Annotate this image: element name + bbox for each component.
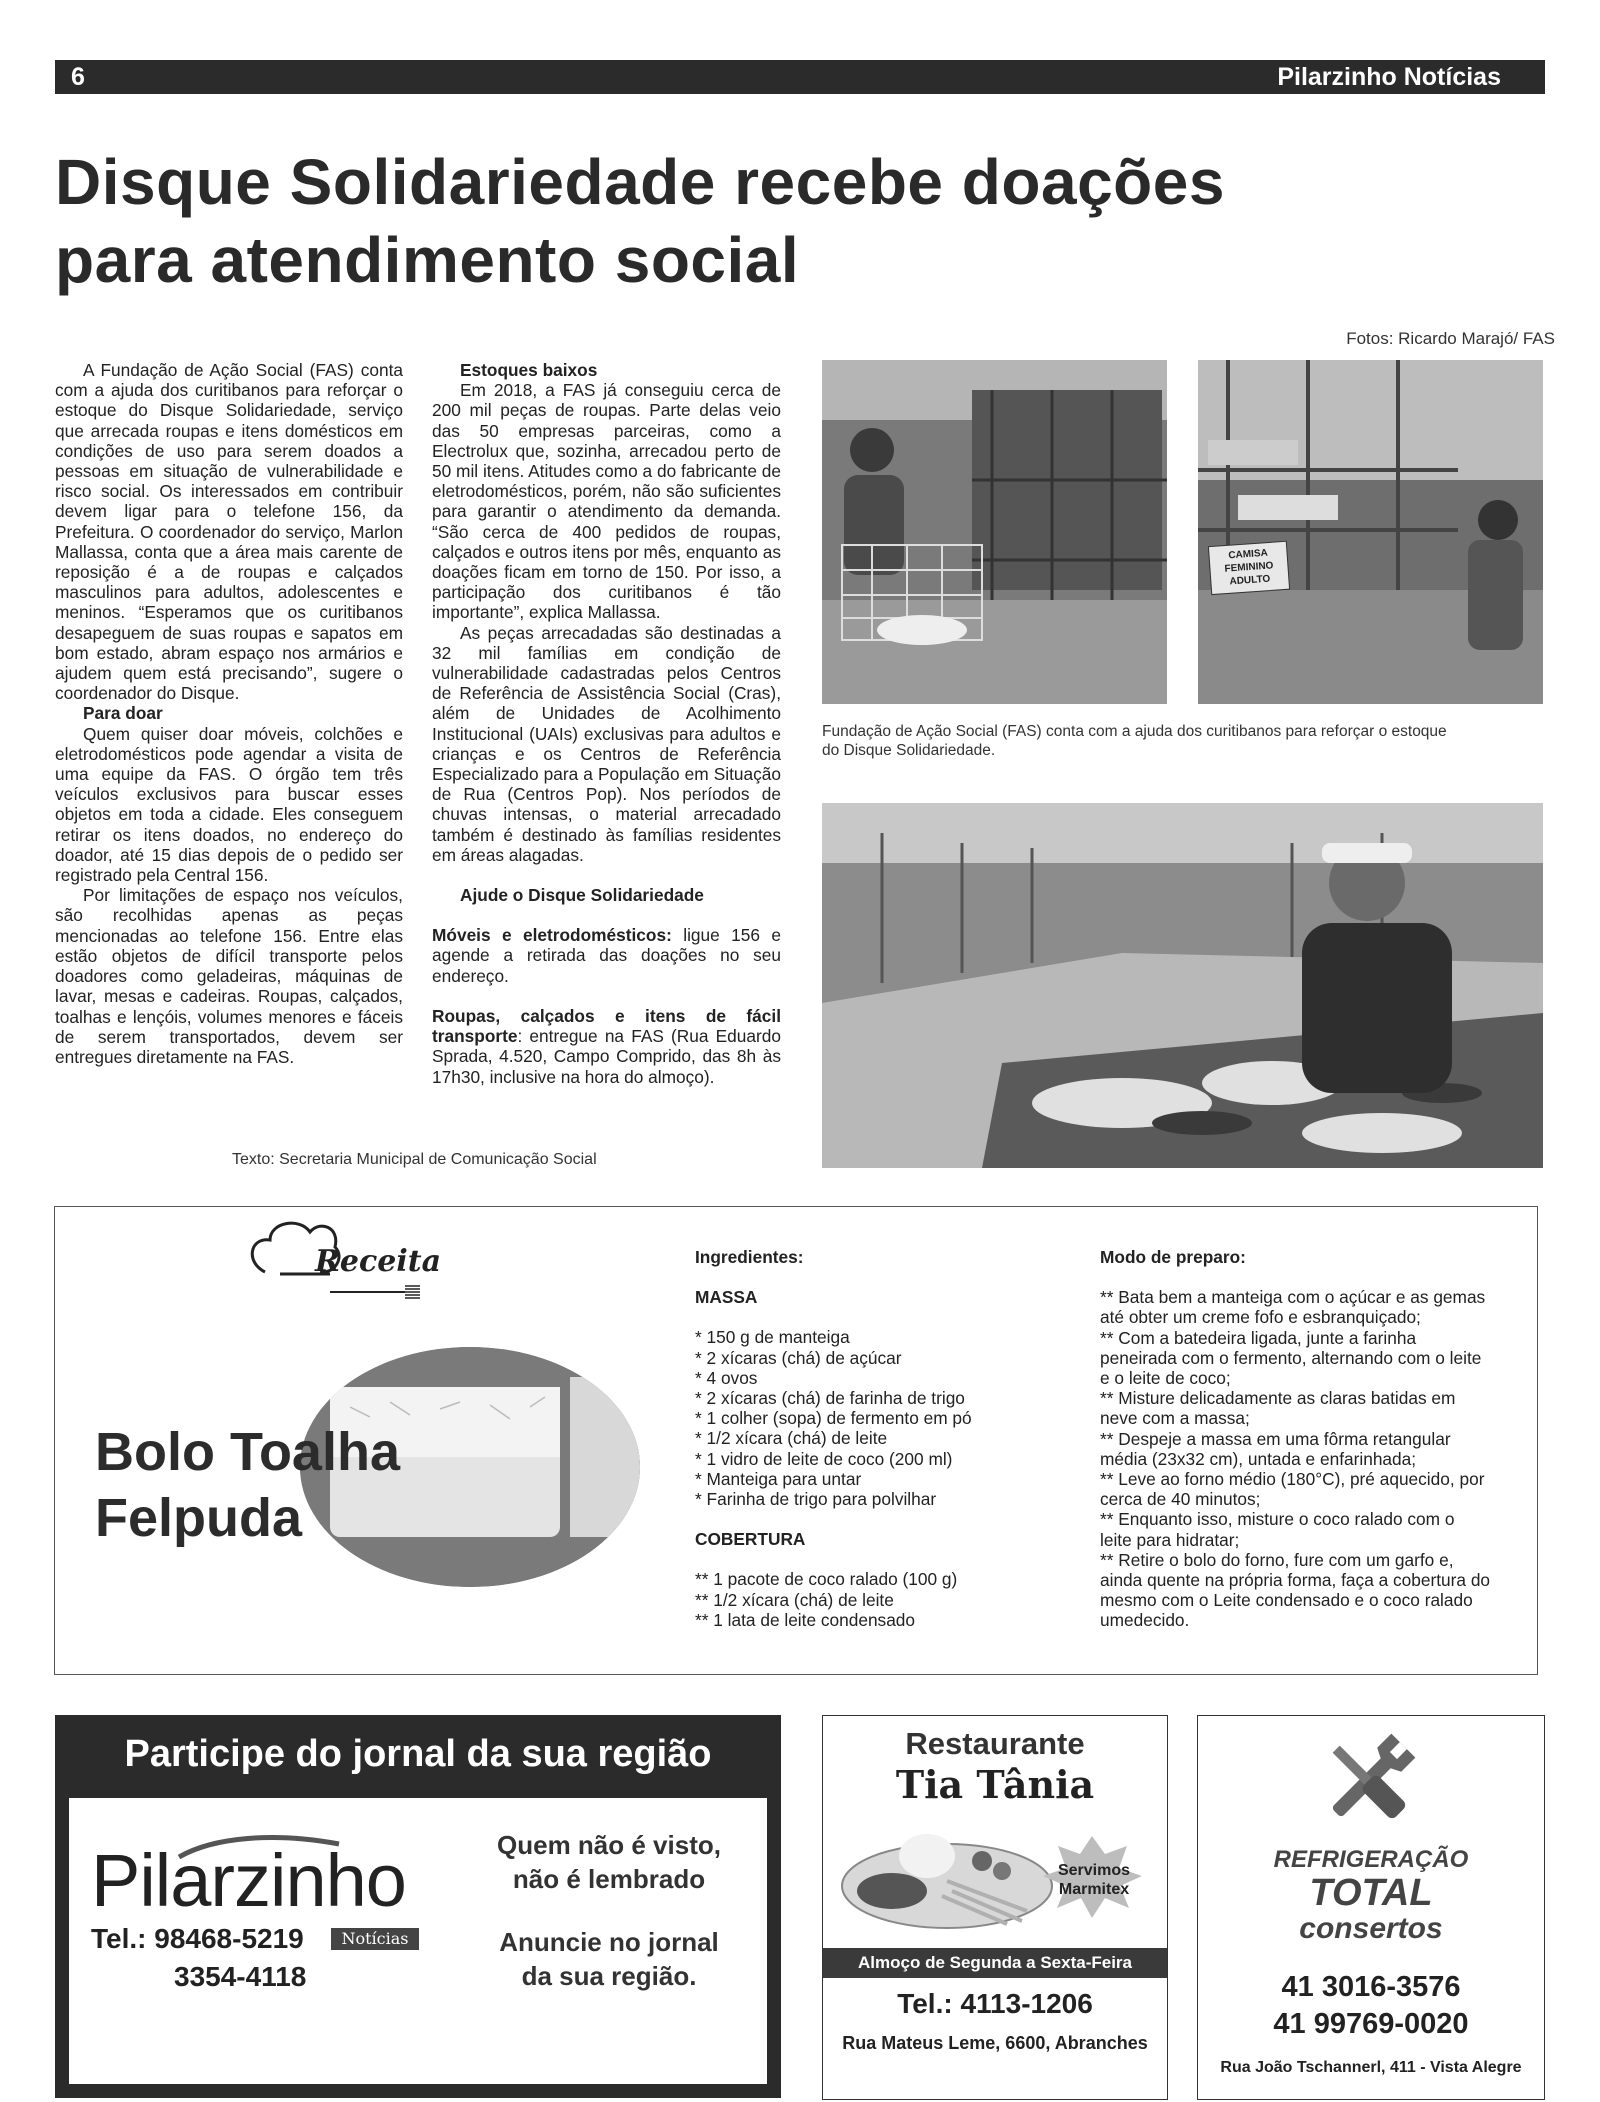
- ad1-tel: Tel.: 98468-5219: [91, 1923, 304, 1954]
- preparo-line: umedecido.: [1100, 1610, 1190, 1631]
- ad1-slogan-2: não é lembrado: [512, 1864, 706, 1894]
- col1-paragraph-1: A Fundação de Ação Social (FAS) conta com a ajuda dos curitibanos para reforçar o estoque do Disque Solidariedade, serviço que arrecada roupas e itens domésticos em condições de uso para serem doados a pessoas em situação de vulnerabilidade e risco social. Os interessados em contribuir devem ligar para o telefone 156, da Prefeitura. O coordenador do serviço, Marlon Mallassa, conta que a área mais carente de reposição é a de roupas e calçados masculinos para adultos, adolescentes e meninos. “Esperamos que os curitibanos desapeguem de suas roupas e sapatos em bom estado, abram espaço nos armários e ajudem quem está precisando”, sugere o coordenador do Disque.: [55, 360, 403, 704]
- ad2-line-1: Restaurante: [905, 1726, 1085, 1761]
- ad3-phone-2: 41 99769-0020: [1273, 2008, 1469, 2040]
- ad-restaurante: [822, 1715, 1168, 2100]
- ad3-address: Rua João Tschannerl, 411 - Vista Alegre: [1220, 2059, 1522, 2076]
- headline-line-1: Disque Solidariedade recebe doações: [55, 146, 1225, 218]
- preparo-line: ** Despeje a massa em uma fôrma retangular: [1100, 1428, 1451, 1449]
- col2-tip-1: [432, 925, 781, 986]
- massa-heading: MASSA: [695, 1287, 758, 1308]
- col2-paragraph-1: Em 2018, a FAS já conseguiu cerca de 200 mil peças de roupas. Parte delas veio das 50 empresas parceiras, como a Electrolux que, sozinha, arrecadou perto de 50 mil itens. Atitudes como a do fabricante de eletrodomésticos, porém, não são suficientes para garantir o atendimento da demanda. “São cerca de 400 pedidos de roupas, calçados e outros itens por mês, enquanto as doações ficam em torno de 150. Por isso, a participação dos curitibanos é tão importante”, explica Mallassa.: [432, 380, 781, 623]
- preparo-line: ** Retire o bolo do forno, fure com um garfo e,: [1100, 1549, 1454, 1570]
- ad1-slogan-3: Anuncie no jornal: [499, 1927, 719, 1957]
- page-header-bar: [55, 60, 1545, 94]
- massa-item: * 1 colher (sopa) de fermento em pó: [695, 1408, 972, 1429]
- cobertura-heading: COBERTURA: [695, 1529, 806, 1550]
- preparo-line: ** Leve ao forno médio (180°C), pré aquecido, por: [1100, 1469, 1485, 1490]
- col2-tip-2-label: Roupas, calçados e itens de fácil transporte: [432, 1005, 781, 1047]
- photo-shopping-cart: [822, 360, 1167, 704]
- col1-paragraph-2: Quem quiser doar móveis, colchões e eletrodomésticos pode agendar a visita de uma equipe da FAS. O órgão tem três veículos exclusivos para buscar esses objetos em toda a cidade. Eles conseguem retirar os itens doados, no endereço do doador, até 15 dias depois de o pedido ser registrado pela Central 156.: [55, 723, 403, 886]
- preparo-line: média (23x32 cm), untada e enfarinhada;: [1100, 1448, 1417, 1469]
- recipe-box: [54, 1206, 1538, 1675]
- ad1-slogan-bottom: [479, 1925, 739, 1993]
- col2-tip-2-text: : entregue na FAS (Rua Eduardo Sprada, 4.520, Campo Comprido, das 8h às 17h30, inclusive na hora do almoço).: [432, 1026, 781, 1087]
- preparo-line: e o leite de coco;: [1100, 1368, 1231, 1389]
- massa-item: * Farinha de trigo para polvilhar: [695, 1489, 937, 1510]
- recipe-title-line-2: Felpuda: [95, 1488, 303, 1548]
- preparo-line: ** Bata bem a manteiga com o açúcar e as gemas: [1100, 1287, 1486, 1308]
- photo-sorting-clothes: [822, 803, 1543, 1168]
- recipe-title-line-1: Bolo Toalha: [95, 1422, 400, 1482]
- ad1-slogan-4: da sua região.: [521, 1961, 697, 1991]
- cobertura-item: ** 1 lata de leite condensado: [695, 1609, 916, 1630]
- article-column-2: [432, 360, 781, 1087]
- massa-item: * Manteiga para untar: [695, 1468, 862, 1489]
- recipe-logo: [245, 1212, 485, 1302]
- massa-item: * 1 vidro de leite de coco (200 ml): [695, 1448, 953, 1469]
- caption-line-2: do Disque Solidariedade.: [822, 742, 996, 759]
- wrench-screwdriver-icon: [1313, 1726, 1423, 1836]
- sign-camisa-feminino-adulto: CAMISA FEMININO ADULTO: [1224, 547, 1274, 588]
- massa-item: * 150 g de manteiga: [695, 1327, 850, 1348]
- text-credit: Texto: Secretaria Municipal de Comunicação Social: [232, 1151, 597, 1168]
- badge-line-1: Servimos: [1057, 1862, 1131, 1879]
- photo-caption: [822, 722, 1542, 760]
- ad2-line-2: Tia Tânia: [895, 1762, 1095, 1807]
- massa-item: * 2 xícaras (chá) de farinha de trigo: [695, 1388, 965, 1409]
- col2-tip-1-label: Móveis e eletrodomésticos:: [432, 925, 672, 946]
- col2-tip-2: [432, 1006, 781, 1087]
- ad3-line-2: TOTAL: [1309, 1872, 1433, 1914]
- col2-tip-1-text: ligue 156 e agende a retirada das doações no seu endereço.: [432, 925, 781, 986]
- preparo-line: até obter um creme fofo e esbranquiçado;: [1100, 1307, 1421, 1328]
- logo-tag: Notícias: [331, 1928, 419, 1950]
- preparo-line: ** Enquanto isso, misture o coco ralado com o: [1100, 1509, 1455, 1530]
- preparo-line: ** Misture delicadamente as claras batidas em: [1100, 1388, 1456, 1409]
- ad1-heading: Participe do jornal da sua região: [124, 1733, 712, 1775]
- col2-subheading-2: Ajude o Disque Solidariedade: [460, 885, 704, 906]
- massa-item: * 4 ovos: [695, 1367, 758, 1388]
- pilarzinho-logo: Pilarzinho: [91, 1839, 406, 1922]
- ad2-hours-bar: Almoço de Segunda a Sexta-Feira: [823, 1948, 1167, 1978]
- recipe-preparation: [1100, 1247, 1520, 1631]
- recipe-ingredients: [695, 1247, 1055, 1630]
- massa-item: * 2 xícaras (chá) de açúcar: [695, 1347, 902, 1368]
- ad1-slogan-1: Quem não é visto,: [497, 1830, 721, 1860]
- photo-clothing-shelves: [1198, 360, 1543, 704]
- badge-line-2: Marmitex: [1058, 1881, 1130, 1898]
- col2-paragraph-2: As peças arrecadadas são destinadas a 32 mil famílias em condição de vulnerabilidade cadastradas pelos Centros de Referência de Assistência Social (Cras), além de Unidades de Acolhimento Institucional (UAIs) exclusivas para adultos e crianças e os Centros de Referência Especializado para a População em Situação de Rua (Centros Pop). Nos períodos de chuvas intensas, o material arrecadado também é destinado às famílias residentes em áreas alagadas.: [432, 622, 781, 865]
- preparo-line: leite para hidratar;: [1100, 1529, 1240, 1550]
- recipe-title: [95, 1419, 400, 1551]
- preparo-line: ** Com a batedeira ligada, junte a farinha: [1100, 1327, 1417, 1348]
- ad2-address: Rua Mateus Leme, 6600, Abranches: [842, 2033, 1148, 2053]
- page-number: 6: [71, 63, 85, 91]
- ad3-line-1: REFRIGERAÇÃO: [1273, 1846, 1469, 1873]
- marmitex-badge: [1039, 1861, 1149, 1899]
- ad1-slogan-top: [479, 1828, 739, 1896]
- ad2-tel: Tel.: 4113-1206: [897, 1988, 1093, 2019]
- publication-title: Pilarzinho Notícias: [1277, 63, 1501, 91]
- photo-credit: Fotos: Ricardo Marajó/ FAS: [1346, 329, 1555, 348]
- ad-participe: [55, 1715, 781, 2098]
- headline-line-2: para atendimento social: [55, 224, 800, 296]
- preparo-line: ainda quente na própria forma, faça a cobertura do: [1100, 1570, 1491, 1591]
- ad3-line-3: consertos: [1299, 1912, 1443, 1945]
- recipe-logo-text: Receita: [315, 1244, 442, 1279]
- massa-item: * 1/2 xícara (chá) de leite: [695, 1428, 888, 1449]
- col2-subheading: Estoques baixos: [460, 360, 598, 380]
- caption-line-1: Fundação de Ação Social (FAS) conta com a ajuda dos curitibanos para reforçar o estoque: [822, 723, 1447, 740]
- ad1-panel: [69, 1798, 767, 2084]
- preparo-line: mesmo com o Leite condensado e o coco ralado: [1100, 1590, 1473, 1611]
- article-column-1: [55, 360, 403, 1067]
- preparo-line: peneirada com o fermento, alternando com o leite: [1100, 1347, 1482, 1368]
- cobertura-item: ** 1 pacote de coco ralado (100 g): [695, 1569, 958, 1590]
- preparo-line: neve com a massa;: [1100, 1408, 1250, 1429]
- preparo-heading: Modo de preparo:: [1100, 1247, 1246, 1267]
- ad3-phone-1: 41 3016-3576: [1281, 1971, 1461, 2003]
- col1-paragraph-3: Por limitações de espaço nos veículos, são recolhidas apenas as peças mencionadas ao telefone 156. Entre elas estão objetos de difícil transporte pelos doadores como geladeiras, máquinas de lavar, mesas e cadeiras. Roupas, calçados, toalhas e lençóis, volumes menores e fáceis de serem transportados, devem ser entregues diretamente na FAS.: [55, 885, 403, 1067]
- ingredients-heading: Ingredientes:: [695, 1247, 804, 1267]
- ad-refrigeracao: [1197, 1715, 1545, 2100]
- article-headline: [55, 143, 1555, 299]
- cobertura-item: ** 1/2 xícara (chá) de leite: [695, 1589, 894, 1610]
- ad1-tel-2: 3354-4118: [174, 1961, 307, 1992]
- preparo-line: cerca de 40 minutos;: [1100, 1489, 1261, 1510]
- col1-subheading: Para doar: [83, 703, 163, 724]
